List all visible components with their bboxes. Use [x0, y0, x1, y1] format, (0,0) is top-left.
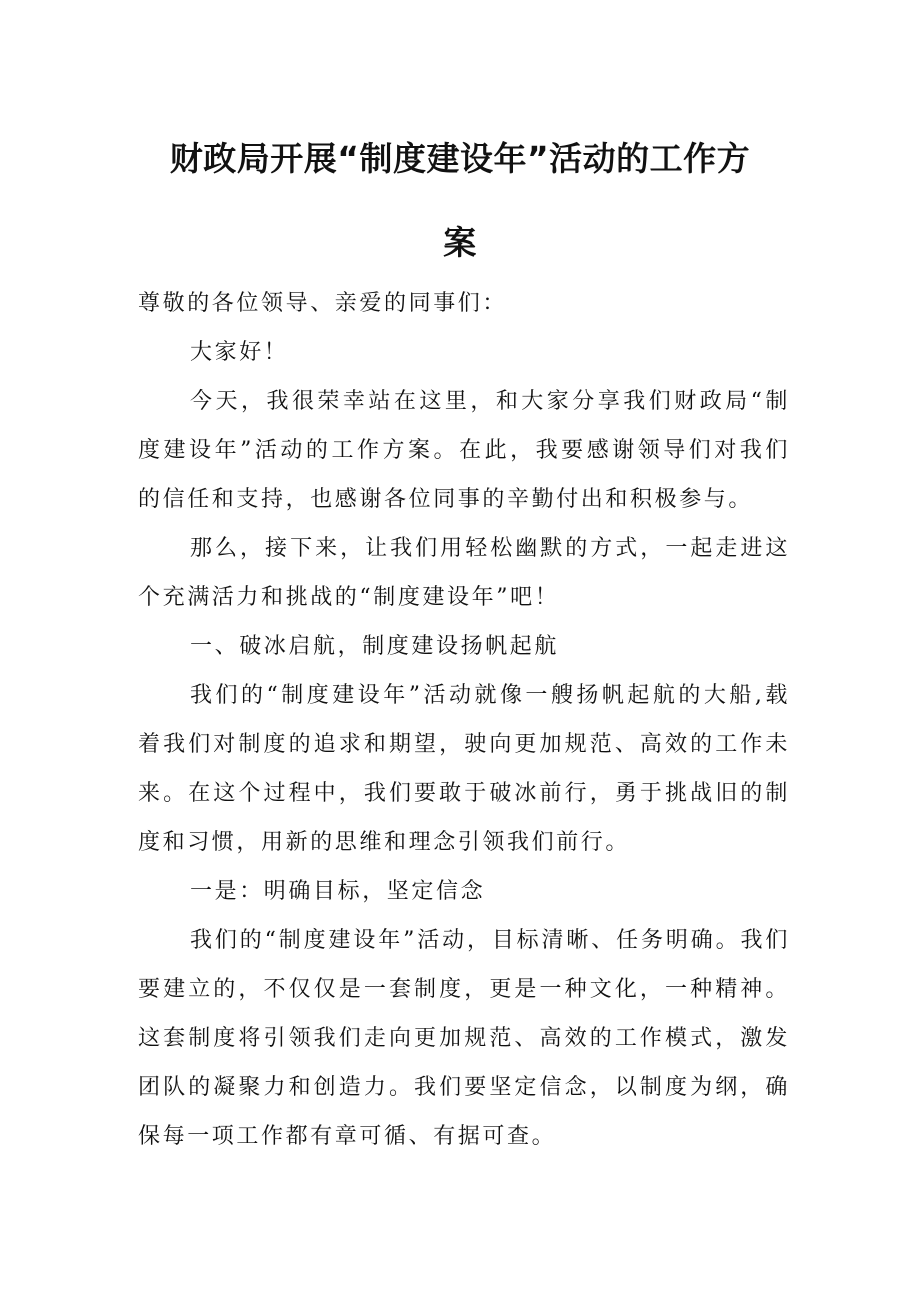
- transition-paragraph: 那么，接下来，让我们用轻松幽默的方式，一起走进这个充满活力和挑战的“制度建设年”吧！: [138, 536, 790, 610]
- document-title-line-1: 财政局开展“制度建设年”活动的工作方: [169, 139, 751, 178]
- document-title-line-2: 案: [443, 223, 477, 262]
- intro-paragraph: 今天，我很荣幸站在这里，和大家分享我们财政局“制度建设年”活动的工作方案。在此，我要感谢领导们对我们的信任和支持，也感谢各位同事的辛勤付出和积极参与。: [138, 389, 790, 512]
- section-heading-1: 一、破冰启航，制度建设扬帆起航: [190, 634, 560, 659]
- salutation-paragraph: 尊敬的各位领导、亲爱的同事们：: [138, 291, 508, 316]
- subsection-1-paragraph: 我们的“制度建设年”活动，目标清晰、任务明确。我们要建立的，不仅仅是一套制度，更是一种文化，一种精神。这套制度将引领我们走向更加规范、高效的工作模式，激发团队的凝聚力和创造力。我们要坚定信念，以制度为纲，确保每一项工作都有章可循、有据可查。: [138, 928, 790, 1149]
- subsection-heading-1: 一是：明确目标，坚定信念: [190, 879, 486, 904]
- greeting-paragraph: 大家好！: [190, 340, 289, 365]
- document-body: [138, 279, 790, 1161]
- section-1-paragraph: 我们的“制度建设年”活动就像一艘扬帆起航的大船,载着我们对制度的追求和期望，驶向更加规范、高效的工作未来。在这个过程中，我们要敢于破冰前行，勇于挑战旧的制度和习惯，用新的思维和理念引领我们前行。: [138, 683, 790, 855]
